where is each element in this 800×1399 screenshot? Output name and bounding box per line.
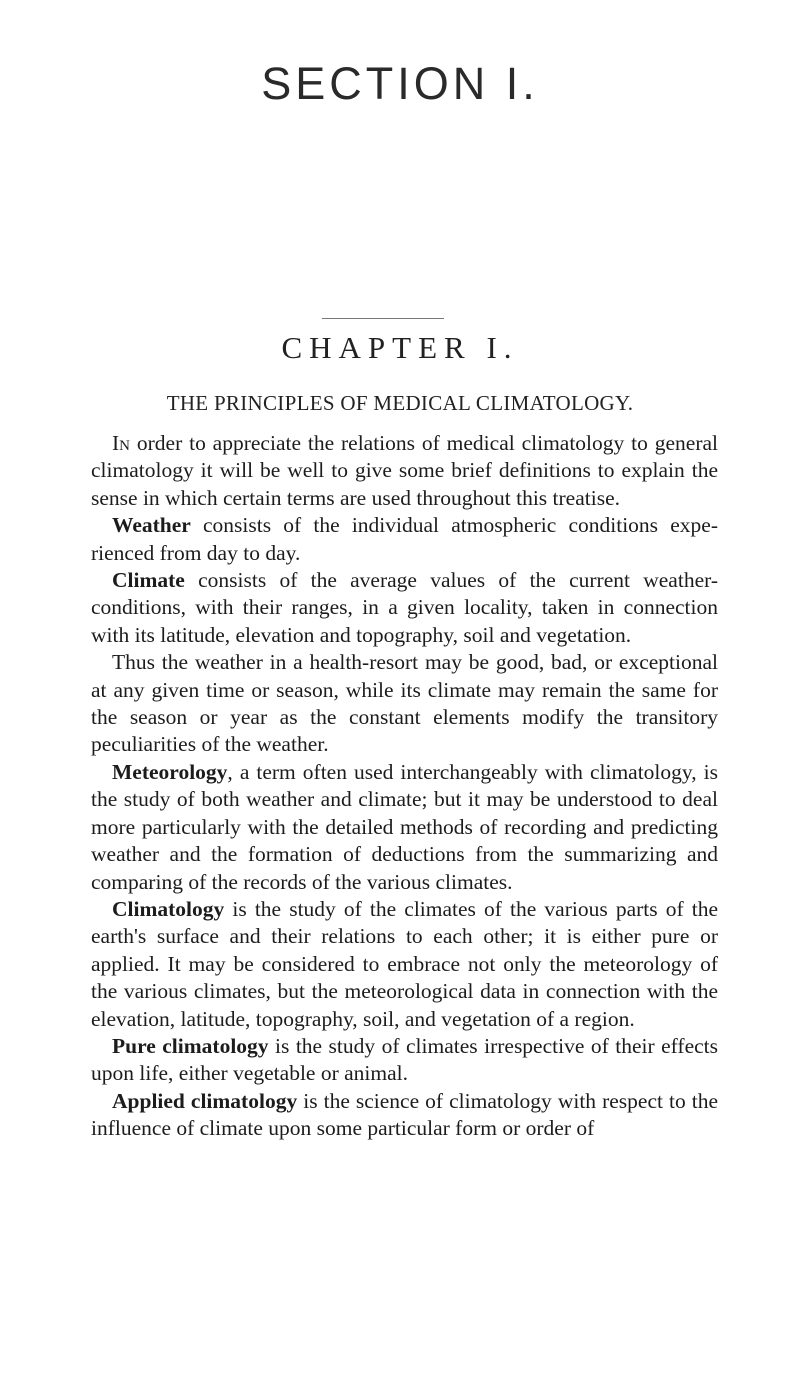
paragraph-text: is the science of climatology with respect to the influence of climate upon some particular form or order of (91, 1088, 718, 1141)
chapter-heading: CHAPTER I. (281, 330, 519, 365)
paragraph-climate (91, 567, 718, 649)
paragraph-text: order to appreciate the relations of medical climatology to general climatology it will be well to give some brief definitions to explain the sense in which certain terms are used throughout this treatise. (91, 431, 718, 510)
defined-term: Applied climatology (112, 1088, 298, 1113)
paragraph-climatology (91, 896, 718, 1033)
paragraph-applied-climatology (91, 1088, 718, 1143)
paragraph-pure-climatology (91, 1033, 718, 1088)
defined-term: Pure climatology (112, 1033, 269, 1058)
paragraph-weather (91, 512, 718, 567)
drop-lead-word: In (112, 431, 130, 455)
paragraph-text: Thus the weather in a health-resort may be good, bad, or exceptional at any given time or season, while its climate may remain the same for the season or year as the constant elements modify the transitory peculiarities of the weather. (91, 650, 718, 757)
defined-term: Climatology (112, 896, 225, 921)
section-heading: SECTION I. (261, 58, 539, 109)
paragraph-meteorology (91, 759, 718, 896)
paragraph-intro (91, 430, 718, 512)
paragraph-text: is the study of the climates of the various parts of the earth's surface and their relations to each other; it is either pure or applied. It may be considered to embrace not only the meteorology of the various climates, but the meteorological data in connection with the elevation, latitude, topography, soil, and vegetation of a region. (91, 896, 718, 1031)
paragraph-text: consists of the average values of the current weather-conditions, with their ranges, in a given locality, taken in connection with its latitude, elevation and topography, soil and vegetation. (91, 568, 718, 647)
paragraph-thus (91, 649, 718, 759)
body-text (91, 430, 718, 1143)
paragraph-text: consists of the individual atmospheric conditions experienced from day to day. (91, 513, 718, 565)
chapter-subtitle: THE PRINCIPLES OF MEDICAL CLIMATOLOGY. (166, 391, 634, 415)
paragraph-text: is the study of climates irrespective of their effects upon life, either vegetable or animal. (91, 1033, 718, 1086)
divider-rule (322, 318, 444, 319)
defined-term: Meteorology (112, 759, 228, 784)
paragraph-text: , a term often used interchangeably with climatology, is the study of both weather and climate; but it may be understood to deal more particularly with the detailed methods of recording and predicting weather and the formation of deductions from the summarizing and comparing of the records of the various climates. (91, 759, 718, 894)
defined-term: Climate (112, 568, 185, 593)
defined-term: Weather (112, 513, 191, 538)
